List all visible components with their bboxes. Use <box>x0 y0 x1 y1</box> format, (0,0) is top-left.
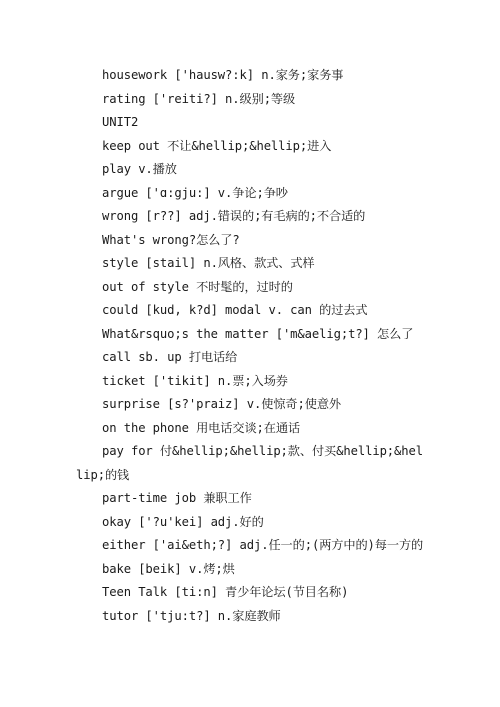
vocab-line: call sb. up 打电话给 <box>102 350 238 364</box>
vocab-line: okay ['?u'kei] adj.好的 <box>102 514 264 529</box>
vocab-line: out of style 不时髦的，过时的 <box>102 279 293 294</box>
vocab-line: ticket ['tikit] n.票;入场券 <box>102 373 288 388</box>
vocab-line: keep out 不让&hellip;&hellip;进入 <box>102 138 332 153</box>
vocab-line: play v.播放 <box>102 162 177 176</box>
vocab-line: style [stail] n.风格、款式、式样 <box>102 256 315 270</box>
vocab-line: bake [beik] v.烤;烘 <box>102 561 235 576</box>
vocab-line: Teen Talk [ti:n] 青少年论坛(节目名称) <box>102 585 349 599</box>
vocab-line: wrong [r??] adj.错误的;有毛病的;不合适的 <box>102 209 366 223</box>
vocab-line: could [kud, k?d] modal v. can 的过去式 <box>102 303 368 317</box>
vocab-line: What's wrong?怎么了? <box>102 232 240 247</box>
vocab-line: What&rsquo;s the matter ['m&aelig;t?] 怎么了 <box>102 326 414 341</box>
vocab-line: tutor ['tju:t?] n.家庭教师 <box>102 608 281 623</box>
vocab-line: housework ['hausw?:k] n.家务;家务事 <box>102 68 344 82</box>
vocabulary-list <box>76 64 436 628</box>
vocab-line: rating ['reiti?] n.级别;等级 <box>102 91 296 106</box>
vocab-line: on the phone 用电话交谈;在通话 <box>102 420 301 435</box>
unit-heading: UNIT2 <box>102 115 139 129</box>
vocab-line: either ['ai&eth;?] adj.任一的;(两方中的)每一方的 <box>102 538 424 552</box>
vocab-line: part-time job 兼职工作 <box>102 491 252 505</box>
vocab-line: argue ['ɑ:gju:] v.争论;争吵 <box>102 185 288 200</box>
vocab-line: surprise [s?'praiz] v.使惊奇;使意外 <box>102 397 341 411</box>
vocab-line-wrapped: pay for 付&hellip;&hellip;款、付买&hellip;&hellip;的钱 <box>76 444 423 482</box>
